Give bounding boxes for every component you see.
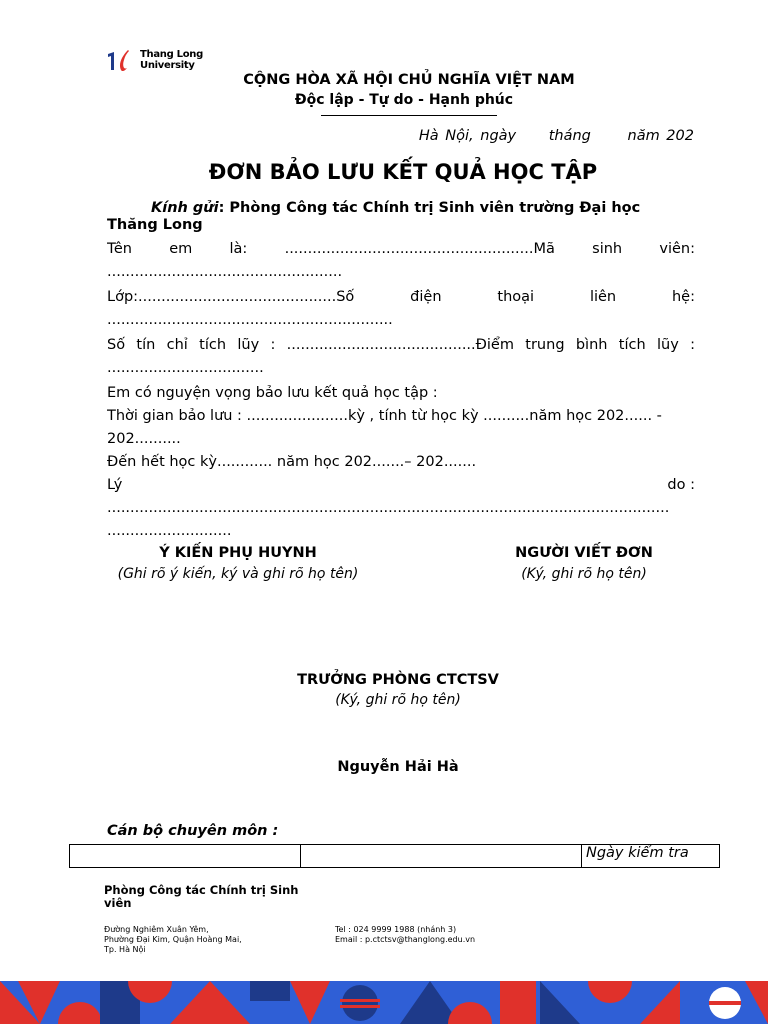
footer-address-2: Phường Đại Kim, Quận Hoàng Mai, (104, 935, 242, 944)
staff-cell-1 (70, 845, 301, 868)
footer-address-3: Tp. Hà Nội (104, 945, 146, 954)
form-line-period-cont: 202.......... (107, 431, 181, 447)
decorative-pattern-band (0, 981, 768, 1024)
form-line-class-cont: .............................................................. (107, 312, 393, 328)
document-title: ĐƠN BẢO LƯU KẾT QUẢ HỌC TẬP (208, 160, 598, 184)
header-underline (321, 115, 497, 116)
kinh-gui-label: Kính gửi (151, 200, 219, 216)
addressee (107, 200, 695, 234)
staff-label: Cán bộ chuyên môn : (107, 823, 279, 839)
form-line-credits-cont: .................................. (107, 360, 264, 376)
head-note: (Ký, ghi rõ họ tên) (335, 692, 461, 708)
date-year: năm 202 (627, 128, 694, 144)
writer-note: (Ký, ghi rõ họ tên) (521, 566, 647, 582)
footer-tel: Tel : 024 9999 1988 (nhánh 3) (335, 925, 457, 934)
form-line-reason (107, 474, 695, 497)
form-line-period: Thời gian bảo lưu : ......................kỳ , tính từ học kỳ ..........năm học 202...... - (107, 408, 662, 424)
form-line-reason-cont: .......................................................................................................................... (107, 500, 670, 516)
parent-signature-block (108, 545, 368, 582)
date-place: Hà Nội, ngày (418, 128, 517, 144)
kinh-gui-text: : Phòng Công tác Chính trị Sinh viên trường Đại học Thăng Long (107, 200, 641, 233)
head-name: Nguyễn Hải Hà (337, 759, 459, 775)
motto-header: Độc lập - Tự do - Hạnh phúc (294, 92, 514, 108)
form-body (107, 238, 695, 543)
form-line-reason-cont2: ........................... (107, 523, 232, 539)
reason-label-right: do : (667, 477, 695, 493)
staff-cell-2 (301, 845, 582, 868)
form-line-name: Tên em là: ......................................................Mã sinh viên: (107, 241, 695, 257)
footer-email: Email : p.ctctsv@thanglong.edu.vn (335, 935, 476, 944)
footer-address (104, 925, 242, 955)
form-line-class: Lớp:...........................................Số điện thoại liên hệ: (107, 289, 695, 305)
logo-brand: Thang Long (140, 49, 203, 60)
date-line (419, 128, 694, 144)
check-date-cell: Ngày kiểm tra (582, 845, 720, 868)
footer-org: Phòng Công tác Chính trị Sinh viên (104, 883, 299, 910)
form-line-until: Đến hết học kỳ............ năm học 202.......– 202....... (107, 454, 477, 470)
staff-check-table (69, 844, 720, 868)
form-line-name-cont: ................................................... (107, 264, 343, 280)
logo-sub: University (140, 60, 195, 71)
footer-address-1: Đường Nghiêm Xuân Yêm, (104, 925, 209, 934)
head-title: TRƯỞNG PHÒNG CTCTSV (297, 672, 499, 688)
parent-note: (Ghi rõ ý kiến, ký và ghi rõ họ tên) (117, 566, 359, 582)
form-line-wish: Em có nguyện vọng bảo lưu kết quả học tập : (107, 385, 438, 401)
date-month: tháng (548, 128, 591, 144)
form-line-credits: Số tín chỉ tích lũy : .........................................Điểm trung bình tích lũy : (107, 337, 695, 353)
writer-signature-block (500, 545, 668, 582)
footer-contact (335, 925, 475, 945)
head-signature-block (0, 672, 768, 708)
writer-title: NGƯỜI VIẾT ĐƠN (515, 545, 653, 561)
reason-label-left: Lý (107, 477, 123, 493)
parent-title: Ý KIẾN PHỤ HUYNH (159, 545, 317, 561)
country-header: CỘNG HÒA XÃ HỘI CHỦ NGHĨA VIỆT NAM (243, 72, 575, 88)
